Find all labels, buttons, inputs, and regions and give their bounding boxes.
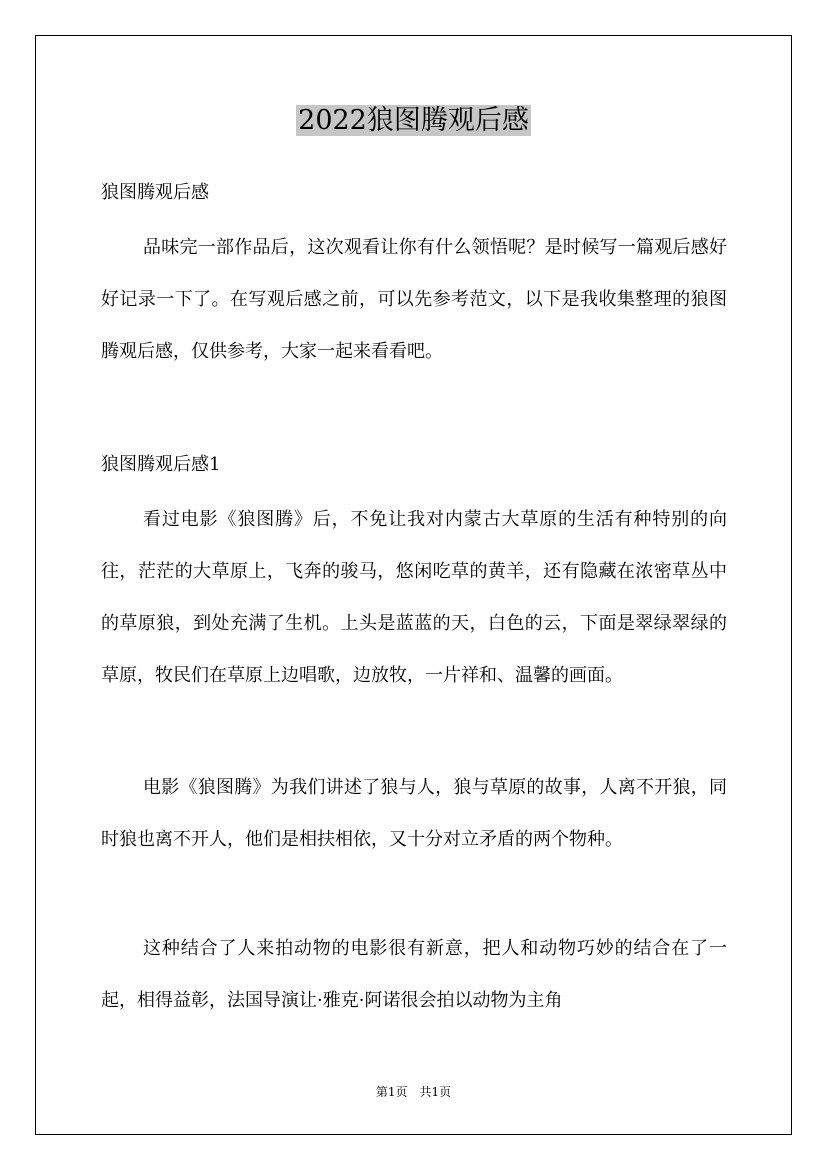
subheading-essay-1: 狼图腾观后感1 (101, 454, 221, 475)
page-footer: 第1页 共1页 (375, 1085, 452, 1099)
document-title (0, 101, 827, 141)
paragraph-1: 看过电影《狼图腾》后，不免让我对内蒙古大草原的生活有种特别的向往，茫茫的大草原上，飞奔的骏马，悠闲吃草的黄羊，还有隐藏在浓密草丛中的草原狼，到处充满了生机。上头是蓝蓝的天，白色的云，下面是翠绿翠绿的草原，牧民们在草原上边唱歌，边放牧，一片祥和、温馨的画面。 (101, 509, 727, 686)
paragraph-intro: 品味完一部作品后，这次观看让你有什么领悟呢？是时候写一篇观后感好好记录一下了。在写观后感之前，可以先参考范文，以下是我收集整理的狼图腾观后感，仅供参考，大家一起来看看吧。 (101, 237, 727, 362)
paragraph-3: 这种结合了人来拍动物的电影很有新意，把人和动物巧妙的结合在了一起，相得益彰，法国导演让·雅克·阿诺很会拍以动物为主角 (101, 938, 727, 1011)
subheading-intro: 狼图腾观后感 (101, 182, 209, 203)
title-text: 2022狼图腾观后感 (298, 105, 529, 136)
paragraph-2: 电影《狼图腾》为我们讲述了狼与人，狼与草原的故事，人离不开狼，同时狼也离不开人，他们是相扶相依，又十分对立矛盾的两个物种。 (101, 777, 727, 850)
